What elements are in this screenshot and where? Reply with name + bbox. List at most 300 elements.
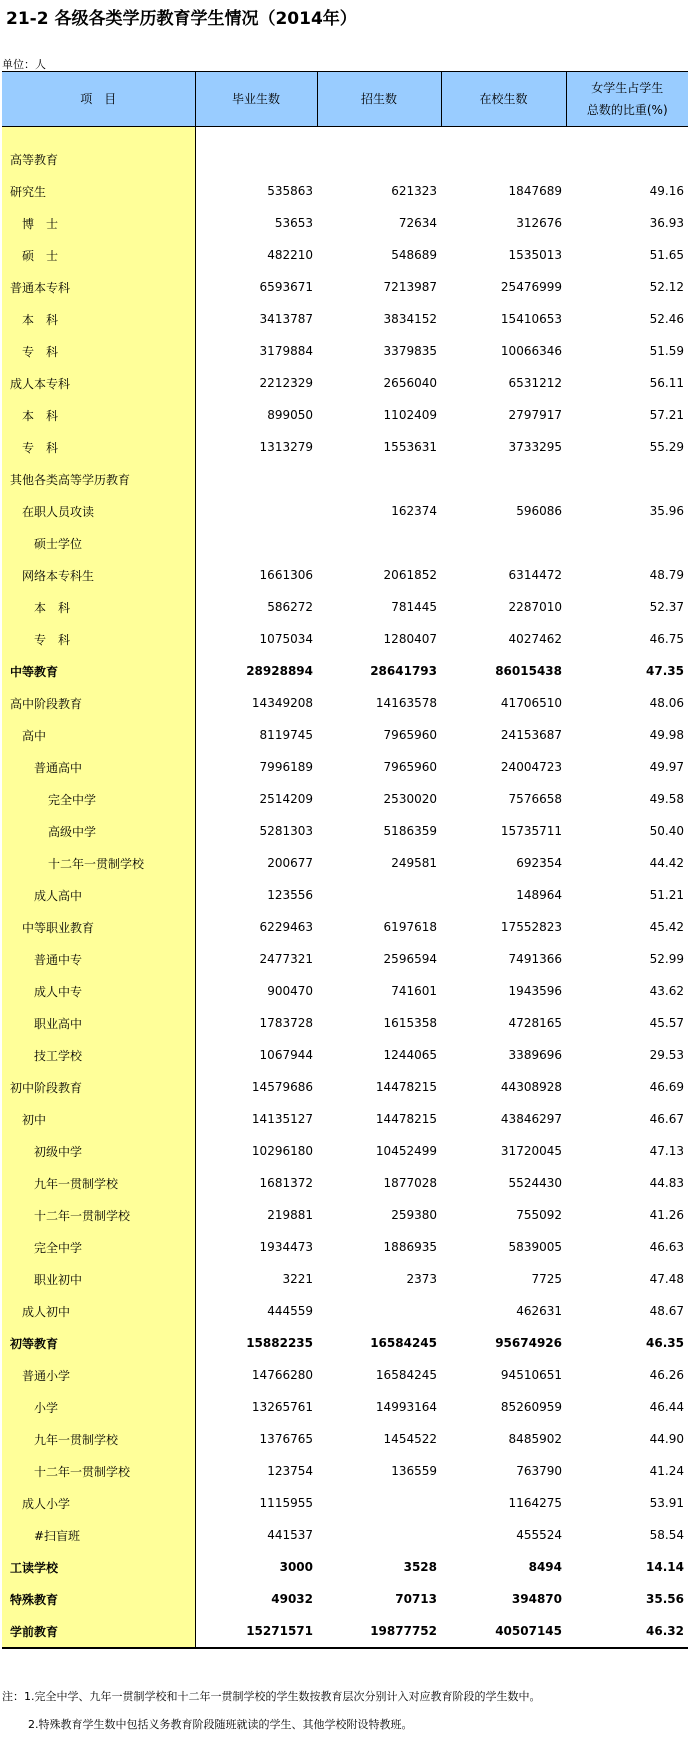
cell-female-ratio: 43.62	[649, 984, 684, 998]
cell-graduates: 49032	[271, 1592, 313, 1606]
cell-female-ratio: 44.42	[649, 856, 684, 870]
cell-in-school: 2287010	[508, 600, 562, 614]
cell-in-school: 7725	[531, 1272, 562, 1286]
cell-enrollment: 1615358	[383, 1016, 437, 1030]
statistics-table	[2, 71, 688, 1649]
header-graduates: 毕业生数	[195, 72, 317, 127]
cell-in-school: 6531212	[508, 376, 562, 390]
cell-graduates: 1115955	[259, 1496, 313, 1510]
unit-label: 单位：人	[2, 58, 46, 71]
cell-graduates	[195, 495, 317, 527]
cell-in-school: 7491366	[508, 952, 562, 966]
cell-in-school: 15410653	[500, 312, 562, 326]
table-row	[2, 239, 688, 271]
cell-graduates	[195, 527, 317, 559]
cell-item-name: 其他各类高等学历教育	[2, 463, 195, 495]
cell-enrollment: 2596594	[383, 952, 437, 966]
cell-female-ratio: 48.06	[649, 696, 684, 710]
cell-female-ratio: 52.99	[649, 952, 684, 966]
cell-in-school: 8494	[528, 1560, 562, 1574]
cell-graduates: 14766280	[251, 1368, 313, 1382]
cell-enrollment	[317, 879, 441, 911]
table-row	[2, 1519, 688, 1551]
table-row	[2, 1007, 688, 1039]
cell-enrollment: 14478215	[375, 1112, 437, 1126]
cell-enrollment: 1877028	[383, 1176, 437, 1190]
header-female-ratio-line1: 女学生占学生	[591, 81, 664, 95]
cell-in-school: 3389696	[508, 1048, 562, 1062]
cell-female-ratio: 46.35	[646, 1336, 684, 1350]
cell-in-school: 394870	[511, 1592, 562, 1606]
cell-enrollment	[317, 1295, 441, 1327]
cell-item-name: 成人高中	[2, 879, 195, 911]
footnote-2: 2.特殊教育学生数中包括义务教育阶段随班就读的学生、其他学校附设特教班。	[28, 1718, 413, 1731]
cell-graduates: 8119745	[259, 728, 313, 742]
cell-item-name: 成人小学	[2, 1487, 195, 1519]
statistics-table-container	[2, 71, 688, 1649]
cell-in-school: 148964	[516, 888, 562, 902]
cell-enrollment: 2656040	[383, 376, 437, 390]
cell-enrollment: 7965960	[383, 760, 437, 774]
table-row	[2, 687, 688, 719]
table-row	[2, 143, 688, 175]
cell-graduates: 53653	[274, 216, 313, 230]
cell-item-name: 初级中学	[2, 1135, 195, 1167]
cell-item-name: 博 士	[2, 207, 195, 239]
header-in-school: 在校生数	[441, 72, 566, 127]
cell-female-ratio: 35.56	[646, 1592, 684, 1606]
cell-female-ratio: 46.67	[649, 1112, 684, 1126]
table-row	[2, 815, 688, 847]
table-row	[2, 463, 688, 495]
cell-female-ratio: 35.96	[649, 504, 684, 518]
cell-enrollment: 259380	[391, 1208, 437, 1222]
footnotes	[2, 1683, 541, 1739]
cell-graduates: 899050	[267, 408, 313, 422]
cell-enrollment: 621323	[391, 184, 437, 198]
cell-in-school: 7576658	[508, 792, 562, 806]
cell-item-name: 普通小学	[2, 1359, 195, 1391]
cell-female-ratio: 47.35	[646, 664, 684, 678]
cell-in-school: 2797917	[508, 408, 562, 422]
cell-female-ratio: 57.21	[649, 408, 684, 422]
cell-graduates: 2514209	[259, 792, 313, 806]
cell-graduates: 10296180	[251, 1144, 313, 1158]
cell-enrollment: 3379835	[383, 344, 437, 358]
cell-item-name: 工读学校	[2, 1551, 195, 1583]
cell-in-school: 1164275	[508, 1496, 562, 1510]
cell-enrollment: 1454522	[383, 1432, 437, 1446]
cell-in-school: 31720045	[500, 1144, 562, 1158]
cell-enrollment: 70713	[395, 1592, 437, 1606]
cell-in-school	[441, 143, 566, 175]
cell-item-name: 初中	[2, 1103, 195, 1135]
cell-item-name: 高等教育	[2, 143, 195, 175]
cell-graduates: 5281303	[259, 824, 313, 838]
cell-female-ratio: 55.29	[649, 440, 684, 454]
table-row	[2, 1135, 688, 1167]
cell-enrollment: 14163578	[375, 696, 437, 710]
cell-female-ratio: 52.37	[649, 600, 684, 614]
cell-enrollment	[317, 1487, 441, 1519]
table-row	[2, 943, 688, 975]
cell-in-school: 692354	[516, 856, 562, 870]
table-row	[2, 847, 688, 879]
cell-graduates: 14579686	[251, 1080, 313, 1094]
cell-graduates: 123556	[267, 888, 313, 902]
cell-enrollment	[317, 1519, 441, 1551]
cell-enrollment: 14478215	[375, 1080, 437, 1094]
cell-in-school: 43846297	[500, 1112, 562, 1126]
cell-in-school: 4728165	[508, 1016, 562, 1030]
cell-item-name: 普通本专科	[2, 271, 195, 303]
cell-item-name: 网络本专科生	[2, 559, 195, 591]
cell-item-name: 高级中学	[2, 815, 195, 847]
cell-enrollment: 1102409	[383, 408, 437, 422]
cell-female-ratio: 52.12	[649, 280, 684, 294]
cell-graduates: 3000	[279, 1560, 313, 1574]
cell-in-school: 5524430	[508, 1176, 562, 1190]
cell-item-name: 在职人员攻读	[2, 495, 195, 527]
table-row	[2, 879, 688, 911]
cell-item-name: 本 科	[2, 591, 195, 623]
table-row	[2, 1103, 688, 1135]
cell-in-school: 763790	[516, 1464, 562, 1478]
cell-item-name: 专 科	[2, 431, 195, 463]
table-row	[2, 1327, 688, 1359]
table-row	[2, 367, 688, 399]
cell-female-ratio	[566, 463, 688, 495]
table-row	[2, 1391, 688, 1423]
cell-female-ratio: 51.65	[649, 248, 684, 262]
cell-female-ratio: 45.42	[649, 920, 684, 934]
cell-graduates: 1376765	[259, 1432, 313, 1446]
cell-item-name: 专 科	[2, 623, 195, 655]
cell-female-ratio: 45.57	[649, 1016, 684, 1030]
cell-in-school: 40507145	[441, 1615, 566, 1648]
cell-enrollment	[317, 463, 441, 495]
spacer-cell	[317, 127, 441, 144]
footnote-1: 注：1.完全中学、九年一贯制学校和十二年一贯制学校的学生数按教育层次分别计入对应教育阶段的学生数中。	[2, 1690, 541, 1703]
cell-female-ratio: 49.16	[649, 184, 684, 198]
cell-in-school	[441, 463, 566, 495]
cell-graduates	[195, 143, 317, 175]
cell-item-name: 成人初中	[2, 1295, 195, 1327]
table-row	[2, 303, 688, 335]
cell-enrollment	[317, 143, 441, 175]
cell-item-name: 硕士学位	[2, 527, 195, 559]
cell-in-school: 17552823	[500, 920, 562, 934]
cell-female-ratio: 14.14	[646, 1560, 684, 1574]
cell-in-school: 1943596	[508, 984, 562, 998]
cell-in-school: 41706510	[500, 696, 562, 710]
table-row	[2, 1039, 688, 1071]
cell-in-school: 85260959	[500, 1400, 562, 1414]
cell-in-school: 462631	[516, 1304, 562, 1318]
cell-enrollment: 1886935	[383, 1240, 437, 1254]
header-female-ratio	[566, 72, 688, 127]
cell-graduates: 13265761	[251, 1400, 313, 1414]
cell-female-ratio: 46.75	[649, 632, 684, 646]
cell-female-ratio: 41.24	[649, 1464, 684, 1478]
cell-enrollment: 5186359	[383, 824, 437, 838]
table-row	[2, 975, 688, 1007]
table-row	[2, 1295, 688, 1327]
cell-female-ratio: 53.91	[649, 1496, 684, 1510]
cell-in-school: 6314472	[508, 568, 562, 582]
cell-item-name: 高中	[2, 719, 195, 751]
cell-graduates: 535863	[267, 184, 313, 198]
table-row	[2, 783, 688, 815]
cell-item-name: 本 科	[2, 399, 195, 431]
cell-enrollment: 1244065	[383, 1048, 437, 1062]
cell-item-name: 成人中专	[2, 975, 195, 1007]
cell-graduates: 2477321	[259, 952, 313, 966]
cell-item-name: 普通高中	[2, 751, 195, 783]
table-row	[2, 271, 688, 303]
table-row	[2, 1455, 688, 1487]
table-header-row	[2, 72, 688, 127]
cell-in-school: 755092	[516, 1208, 562, 1222]
cell-female-ratio	[566, 527, 688, 559]
cell-item-name: 专 科	[2, 335, 195, 367]
cell-female-ratio: 46.26	[649, 1368, 684, 1382]
cell-enrollment: 7965960	[383, 728, 437, 742]
cell-in-school: 8485902	[508, 1432, 562, 1446]
cell-enrollment: 14993164	[375, 1400, 437, 1414]
cell-enrollment: 3528	[403, 1560, 437, 1574]
cell-enrollment: 136559	[391, 1464, 437, 1478]
cell-graduates: 123754	[267, 1464, 313, 1478]
cell-item-name: 高中阶段教育	[2, 687, 195, 719]
cell-in-school: 312676	[516, 216, 562, 230]
page-title: 21-2 各级各类学历教育学生情况（2014年）	[6, 9, 357, 29]
cell-item-name: 特殊教育	[2, 1583, 195, 1615]
spacer-cell	[195, 127, 317, 144]
cell-female-ratio: 46.32	[566, 1615, 688, 1648]
cell-graduates: 15882235	[246, 1336, 313, 1350]
cell-graduates: 1783728	[259, 1016, 313, 1030]
cell-item-name: 十二年一贯制学校	[2, 847, 195, 879]
cell-item-name: 十二年一贯制学校	[2, 1199, 195, 1231]
table-row	[2, 495, 688, 527]
cell-female-ratio: 41.26	[649, 1208, 684, 1222]
cell-enrollment: 249581	[391, 856, 437, 870]
cell-graduates: 1661306	[259, 568, 313, 582]
cell-female-ratio: 44.83	[649, 1176, 684, 1190]
cell-female-ratio: 47.13	[649, 1144, 684, 1158]
cell-enrollment: 10452499	[375, 1144, 437, 1158]
cell-in-school: 4027462	[508, 632, 562, 646]
cell-item-name: 技工学校	[2, 1039, 195, 1071]
cell-female-ratio: 48.79	[649, 568, 684, 582]
cell-item-name: 初等教育	[2, 1327, 195, 1359]
cell-enrollment: 6197618	[383, 920, 437, 934]
table-row	[2, 719, 688, 751]
cell-female-ratio: 51.59	[649, 344, 684, 358]
cell-graduates: 586272	[267, 600, 313, 614]
cell-item-name: 普通中专	[2, 943, 195, 975]
cell-enrollment: 548689	[391, 248, 437, 262]
cell-in-school: 10066346	[500, 344, 562, 358]
table-row	[2, 911, 688, 943]
cell-female-ratio: 29.53	[649, 1048, 684, 1062]
cell-graduates: 900470	[267, 984, 313, 998]
cell-enrollment: 72634	[398, 216, 437, 230]
cell-enrollment: 741601	[391, 984, 437, 998]
cell-item-name: 学前教育	[2, 1615, 195, 1648]
table-row	[2, 1359, 688, 1391]
cell-enrollment: 162374	[391, 504, 437, 518]
cell-item-name: 十二年一贯制学校	[2, 1455, 195, 1487]
cell-female-ratio: 56.11	[649, 376, 684, 390]
cell-graduates: 1067944	[259, 1048, 313, 1062]
cell-female-ratio: 52.46	[649, 312, 684, 326]
cell-female-ratio: 50.40	[649, 824, 684, 838]
table-row	[2, 751, 688, 783]
table-row	[2, 655, 688, 687]
cell-graduates: 15271571	[195, 1615, 317, 1648]
cell-graduates: 3413787	[259, 312, 313, 326]
cell-graduates: 3179884	[259, 344, 313, 358]
cell-graduates: 14135127	[251, 1112, 313, 1126]
cell-item-name: 完全中学	[2, 783, 195, 815]
cell-female-ratio: 46.44	[649, 1400, 684, 1414]
spacer-cell	[441, 127, 566, 144]
cell-in-school: 25476999	[500, 280, 562, 294]
spacer-cell	[2, 127, 195, 144]
cell-item-name: 本 科	[2, 303, 195, 335]
cell-item-name: 中等教育	[2, 655, 195, 687]
table-row	[2, 1071, 688, 1103]
cell-enrollment: 28641793	[370, 664, 437, 678]
cell-female-ratio: 49.58	[649, 792, 684, 806]
cell-enrollment: 16584245	[375, 1368, 437, 1382]
table-row	[2, 335, 688, 367]
cell-in-school: 1847689	[508, 184, 562, 198]
cell-in-school: 1535013	[508, 248, 562, 262]
cell-graduates: 444559	[267, 1304, 313, 1318]
cell-female-ratio: 46.63	[649, 1240, 684, 1254]
table-row	[2, 591, 688, 623]
table-row	[2, 175, 688, 207]
table-row	[2, 431, 688, 463]
header-item: 项 目	[2, 72, 195, 127]
cell-in-school: 455524	[516, 1528, 562, 1542]
cell-graduates: 1075034	[259, 632, 313, 646]
cell-female-ratio: 51.21	[649, 888, 684, 902]
cell-female-ratio: 58.54	[649, 1528, 684, 1542]
cell-enrollment: 16584245	[370, 1336, 437, 1350]
cell-graduates: 219881	[267, 1208, 313, 1222]
cell-graduates: 14349208	[251, 696, 313, 710]
cell-female-ratio: 49.97	[649, 760, 684, 774]
table-row	[2, 399, 688, 431]
table-row	[2, 1551, 688, 1583]
header-enrollment: 招生数	[317, 72, 441, 127]
cell-female-ratio	[566, 143, 688, 175]
cell-in-school: 3733295	[508, 440, 562, 454]
cell-item-name: 中等职业教育	[2, 911, 195, 943]
cell-enrollment: 1553631	[383, 440, 437, 454]
table-row	[2, 207, 688, 239]
cell-enrollment: 7213987	[383, 280, 437, 294]
cell-in-school: 5839005	[508, 1240, 562, 1254]
table-body	[2, 127, 688, 1649]
cell-in-school: 24004723	[500, 760, 562, 774]
cell-item-name: 九年一贯制学校	[2, 1423, 195, 1455]
cell-graduates: 482210	[267, 248, 313, 262]
cell-item-name: 职业初中	[2, 1263, 195, 1295]
cell-in-school	[441, 527, 566, 559]
cell-item-name: 初中阶段教育	[2, 1071, 195, 1103]
header-female-ratio-line2: 总数的比重(%)	[586, 103, 668, 117]
cell-item-name: 硕 士	[2, 239, 195, 271]
table-row	[2, 1423, 688, 1455]
cell-graduates: 2212329	[259, 376, 313, 390]
cell-graduates: 6593671	[259, 280, 313, 294]
cell-item-name: 成人本专科	[2, 367, 195, 399]
cell-graduates: 1313279	[259, 440, 313, 454]
cell-graduates: 3221	[282, 1272, 313, 1286]
cell-enrollment: 781445	[391, 600, 437, 614]
cell-in-school: 44308928	[500, 1080, 562, 1094]
table-row	[2, 1199, 688, 1231]
cell-item-name: 研究生	[2, 175, 195, 207]
cell-female-ratio: 48.67	[649, 1304, 684, 1318]
cell-female-ratio: 44.90	[649, 1432, 684, 1446]
cell-item-name: 完全中学	[2, 1231, 195, 1263]
cell-in-school: 86015438	[495, 664, 562, 678]
cell-graduates: 7996189	[259, 760, 313, 774]
cell-enrollment	[317, 527, 441, 559]
table-row	[2, 1167, 688, 1199]
cell-graduates: 1934473	[259, 1240, 313, 1254]
cell-female-ratio: 46.69	[649, 1080, 684, 1094]
cell-item-name: 小学	[2, 1391, 195, 1423]
table-spacer-row	[2, 127, 688, 144]
cell-enrollment: 3834152	[383, 312, 437, 326]
cell-enrollment: 2373	[406, 1272, 437, 1286]
cell-in-school: 24153687	[500, 728, 562, 742]
cell-female-ratio: 49.98	[649, 728, 684, 742]
table-row	[2, 1487, 688, 1519]
cell-item-name: 九年一贯制学校	[2, 1167, 195, 1199]
cell-enrollment: 19877752	[317, 1615, 441, 1648]
cell-graduates: 441537	[267, 1528, 313, 1542]
cell-enrollment: 2530020	[383, 792, 437, 806]
cell-in-school: 95674926	[495, 1336, 562, 1350]
cell-item-name: #扫盲班	[2, 1519, 195, 1551]
cell-graduates: 1681372	[259, 1176, 313, 1190]
cell-enrollment: 1280407	[383, 632, 437, 646]
table-row	[2, 1263, 688, 1295]
table-row	[2, 623, 688, 655]
table-row	[2, 1583, 688, 1615]
table-row	[2, 1615, 688, 1648]
cell-graduates	[195, 463, 317, 495]
table-row	[2, 1231, 688, 1263]
cell-graduates: 28928894	[246, 664, 313, 678]
cell-in-school: 15735711	[500, 824, 562, 838]
spacer-cell	[566, 127, 688, 144]
cell-in-school: 596086	[516, 504, 562, 518]
cell-graduates: 200677	[267, 856, 313, 870]
cell-graduates: 6229463	[259, 920, 313, 934]
cell-in-school: 94510651	[500, 1368, 562, 1382]
cell-female-ratio: 36.93	[649, 216, 684, 230]
cell-female-ratio: 47.48	[649, 1272, 684, 1286]
